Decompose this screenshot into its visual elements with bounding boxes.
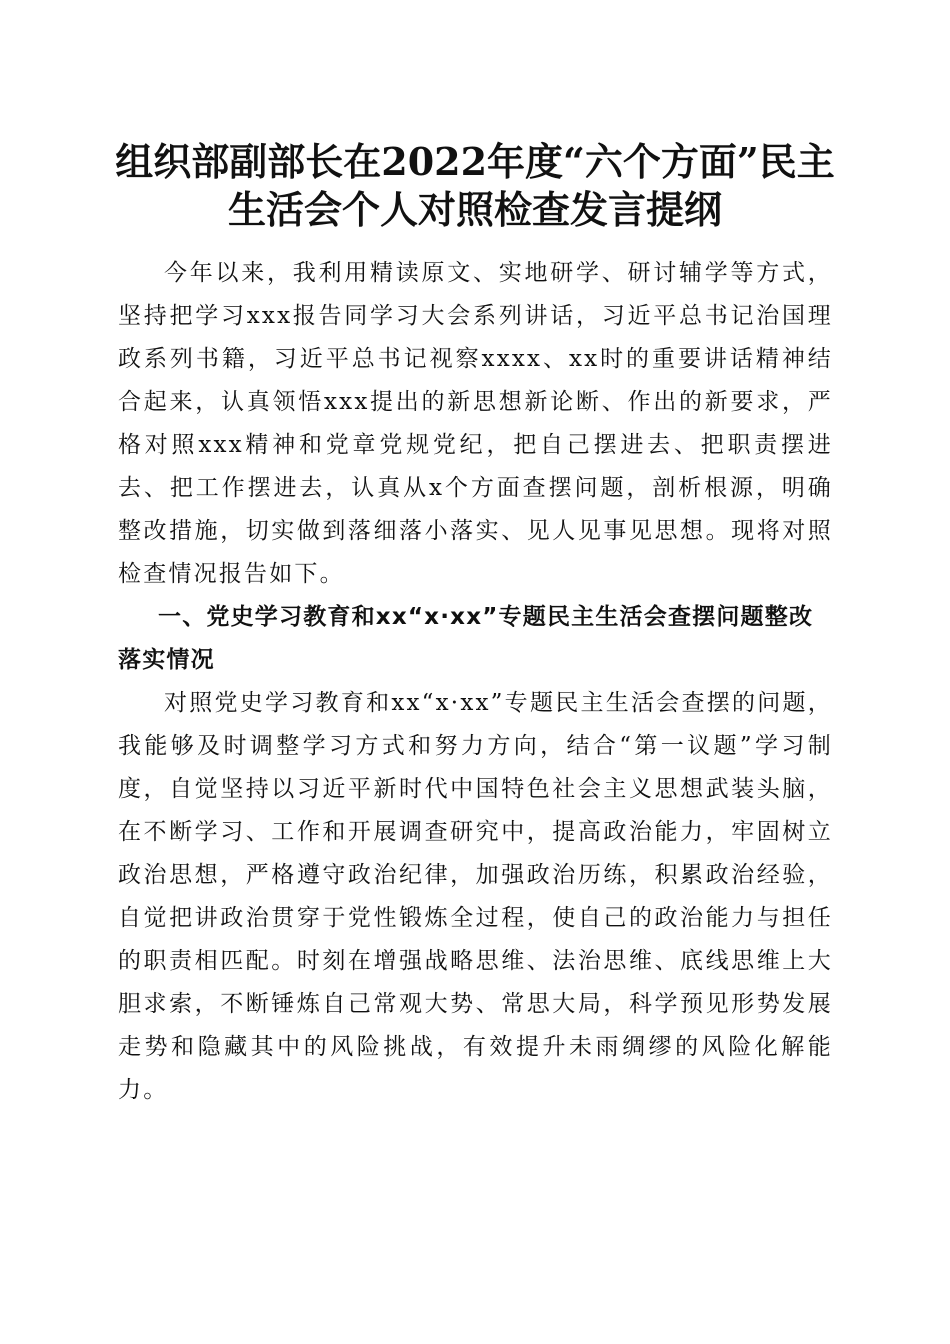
document-body [118,252,833,1112]
section-1-paragraph: 对照党史学习教育和xx“x·xx”专题民主生活会查摆的问题，我能够及时调整学习方式和努力方向，结合“第一议题”学习制度，自觉坚持以习近平新时代中国特色社会主义思想武装头脑，在不断学习、工作和开展调查研究中，提高政治能力，牢固树立政治思想，严格遵守政治纪律，加强政治历练，积累政治经验，自觉把讲政治贯穿于党性锻炼全过程，使自己的政治能力与担任的职责相匹配。时刻在增强战略思维、法治思维、底线思维上大胆求索，不断锤炼自己常观大势、常思大局，科学预见形势发展走势和隐藏其中的风险挑战，有效提升未雨绸缪的风险化解能力。 [118,690,833,1103]
section-heading-1: 一、党史学习教育和xx“x·xx”专题民主生活会查摆问题整改落实情况 [118,604,814,673]
title-line-1: 组织部副部长在2022年度“六个方面”民主 [115,139,835,184]
title-line-2: 生活会个人对照检查发言提纲 [227,187,722,232]
document-title [60,138,890,234]
intro-paragraph: 今年以来，我利用精读原文、实地研学、研讨辅学等方式，坚持把学习xxx报告同学习大会系列讲话，习近平总书记治国理政系列书籍，习近平总书记视察xxxx、xx时的重要讲话精神结合起来，认真领悟xxx提出的新思想新论断、作出的新要求，严格对照xxx精神和党章党规党纪，把自己摆进去、把职责摆进去、把工作摆进去，认真从x个方面查摆问题，剖析根源，明确整改措施，切实做到落细落小落实、见人见事见思想。现将对照检查情况报告如下。 [118,260,833,587]
